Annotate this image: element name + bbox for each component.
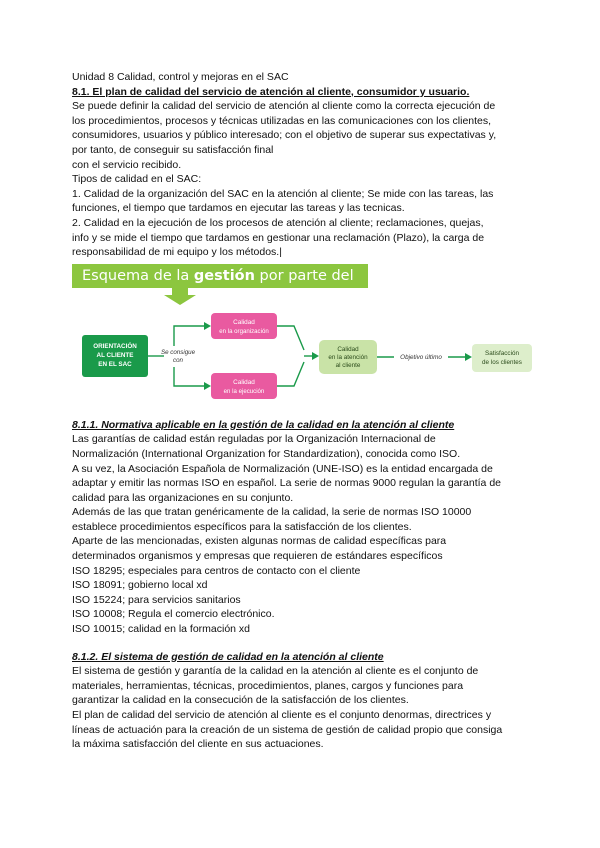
document-page [72,70,532,752]
origin-line: EN EL SAC [98,360,132,368]
type1-line: 1. Calidad de la organización del SAC en la atención al cliente; Se mide con las tareas, las [72,187,494,200]
regulation-line: adaptar y emitir las normas ISO en español. La serie de normas 9000 regulan la garantía de [72,477,501,490]
type1-line: funciones, el tiempo que tardamos en ejecutar las tareas y las tecnicas. [72,202,405,215]
origin-line: AL CLIENTE [96,351,134,359]
iso-item: ISO 10008; Regula el comercio electrónico. [72,608,275,621]
customer-satisfaction-box [472,344,532,372]
system-line: líneas de actuación para la creación de un sistema de gestión de calidad propio que consiga [72,723,503,736]
system-line: materiales, herramientas, técnicas, procedimientos, planes, cargos y funciones para [72,679,464,692]
middle-box-line: en la atención [328,353,368,361]
top-box-line: Calidad [233,318,255,326]
regulation-line: A su vez, la Asociación Española de Normalización (UNE-ISO) es la entidad encargada de [72,462,493,475]
type2-line: responsabilidad de mi equipo y los métodos.| [72,246,282,259]
banner-down-arrow [164,288,196,305]
bottom-box-line: en la ejecución [223,387,265,395]
regulation-line: establece procedimientos específicos para la satisfacción de los clientes. [72,520,412,533]
paragraph-line: Se puede definir la calidad del servicio de atención al cliente como la correcta ejecución de [72,100,496,113]
regulation-line: Normalización (International Organization for Standardization), conocida como ISO. [72,447,461,460]
types-intro: Tipos de calidad en el SAC: [72,173,202,186]
section-heading-8-1: 8.1. El plan de calidad del servicio de atención al cliente, consumidor y usuario. [72,85,470,98]
origin-line: ORIENTACIÓN [93,342,137,350]
regulation-line: calidad para las organizaciones en su conjunto. [72,491,294,504]
iso-item: ISO 18091; gobierno local xd [72,579,208,592]
iso-item: ISO 15224; para servicios sanitarios [72,593,241,606]
quality-organization-box [211,313,277,339]
iso-item: ISO 18295; especiales para centros de contacto con el cliente [72,564,361,577]
section-heading-8-1-1: 8.1.1. Normativa aplicable en la gestión de la calidad en la atención al cliente [72,418,455,431]
top-box-line: en la organización [219,327,269,335]
paragraph-line: los procedimientos, procesos y técnicas utilizadas en las comunicaciones con los clientes, [72,114,492,127]
connector-text: con [173,356,183,364]
paragraph-line: con el servicio recibido. [72,158,182,171]
banner-text-post: por parte del SAC: [82,267,354,308]
banner-text-bold: gestión [193,267,255,284]
sac-management-diagram [72,288,532,408]
type2-line: info y se mide el tiempo que tardamos en gestionar una reclamación (Plazo), la carga de [72,231,485,244]
system-line: la máxima satisfacción del cliente en sus actuaciones. [72,738,324,751]
quality-execution-box [211,373,277,399]
regulation-line: Las garantías de calidad están reguladas por la Organización Internacional de [72,433,436,446]
regulation-line: Aparte de las mencionadas, existen algunas normas de calidad específicas para [72,535,447,548]
diagram-banner [72,264,368,308]
middle-box-line: Calidad [337,345,359,353]
section-heading-8-1-2: 8.1.2. El sistema de gestión de calidad en la atención al cliente [72,650,384,663]
system-line: El plan de calidad del servicio de atención al cliente es el conjunto denormas, directrices y [72,709,492,721]
end-box-line: Satisfacción [485,349,519,357]
bottom-box-line: Calidad [233,378,255,386]
goal-label: Objetivo último [400,353,442,361]
system-line: El sistema de gestión y garantía de la calidad en la atención al cliente es el conjunto de [72,665,479,678]
regulation-line: determinados organismos y empresas que requieren de estándares específicos [72,550,443,563]
banner-text-pre: Esquema de la [82,267,194,284]
paragraph-line: consumidores, usuarios y público interesado; con el objetivo de superar sus expectativas y, [72,129,497,142]
paragraph-line: por tanto, de conseguir su satisfacción final [72,143,274,156]
regulation-line: Además de las que tratan genéricamente de la calidad, la serie de normas ISO 10000 [72,506,472,519]
connector-text: Se consigue [160,348,196,356]
middle-box-line: al cliente [335,361,361,369]
system-line: garantizar la calidad en la consecución de la satisfacción de los clientes. [72,694,409,707]
iso-item: ISO 10015; calidad en la formación xd [72,623,251,636]
type2-line: 2. Calidad en la ejecución de los procesos de atención al cliente; reclamaciones, quejas, [72,216,484,229]
unit-title: Unidad 8 Calidad, control y mejoras en el SAC [72,71,289,83]
end-box-line: de los clientes [482,358,522,366]
